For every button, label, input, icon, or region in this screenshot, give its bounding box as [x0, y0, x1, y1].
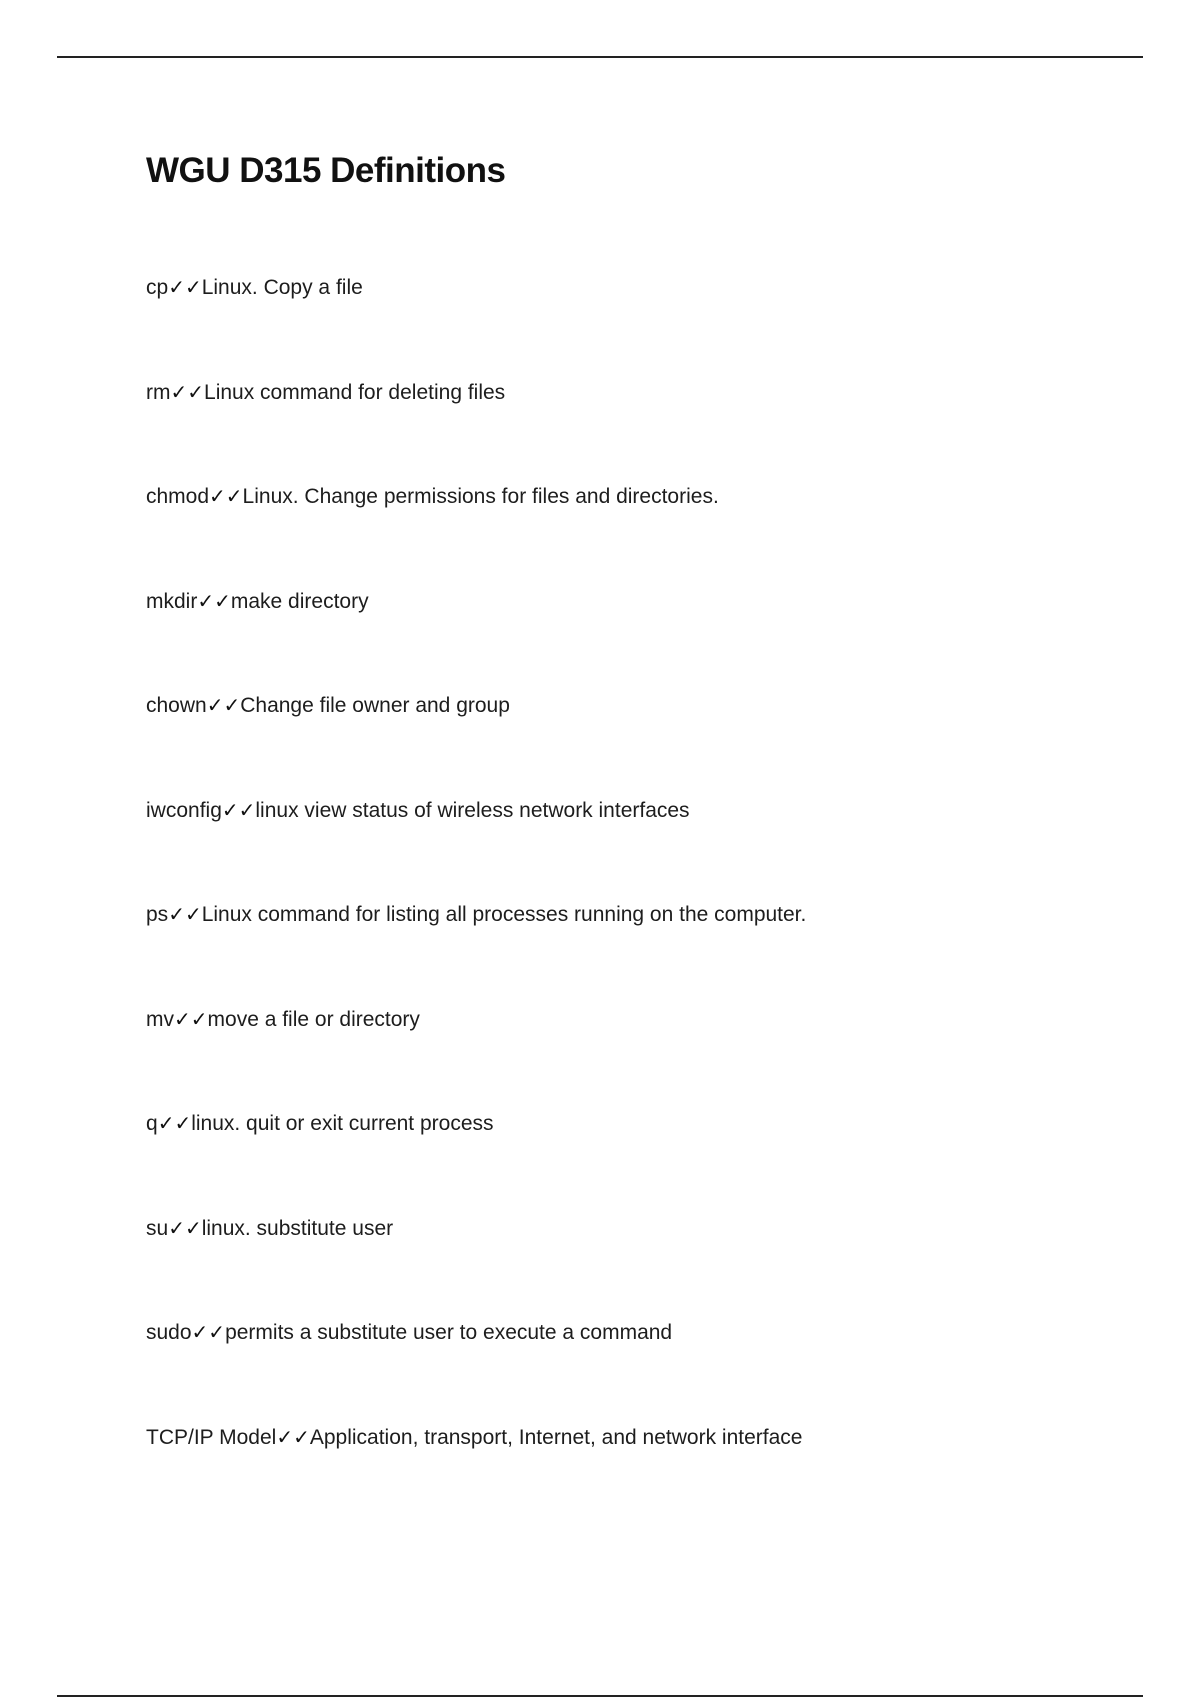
definition-item: [146, 480, 1146, 585]
term: TCP/IP Model: [146, 1425, 277, 1449]
term: mv: [146, 1007, 174, 1031]
definition: Linux. Copy a file: [201, 276, 363, 299]
term: chmod: [146, 485, 210, 508]
definition-item: [146, 585, 1146, 690]
definition: Linux command for listing all processes running on the computer.: [201, 903, 807, 926]
definition-list: [146, 271, 1146, 1525]
definition: Change file owner and group: [240, 694, 510, 717]
definition-item: [146, 1421, 1146, 1526]
definition: Linux. Change permissions for files and directories.: [242, 485, 719, 508]
term: chown: [146, 694, 207, 717]
definition-item: [146, 1212, 1146, 1317]
double-check-icon: ✓✓: [168, 275, 202, 299]
definition-item: [146, 1316, 1146, 1421]
definition-item: [146, 1107, 1146, 1212]
definition: linux. substitute user: [201, 1216, 394, 1240]
definition-item: [146, 898, 1146, 1003]
term: su: [146, 1216, 169, 1240]
definition: move a file or directory: [207, 1007, 420, 1031]
definition: make directory: [230, 589, 369, 613]
double-check-icon: ✓✓: [168, 902, 202, 926]
definition-item: [146, 689, 1146, 794]
double-check-icon: ✓✓: [276, 1424, 310, 1449]
definition-item: [146, 376, 1146, 481]
header-rule: [57, 56, 1143, 58]
footer-rule: [57, 1695, 1143, 1697]
term: iwconfig: [146, 798, 222, 822]
definition: Application, transport, Internet, and network interface: [309, 1425, 803, 1449]
definition: linux. quit or exit current process: [191, 1112, 494, 1135]
term: ps: [146, 903, 169, 926]
double-check-icon: ✓✓: [197, 588, 231, 613]
term: rm: [146, 380, 171, 404]
double-check-icon: ✓✓: [209, 484, 243, 508]
definition-item: [146, 1003, 1146, 1108]
double-check-icon: ✓✓: [174, 1006, 208, 1031]
double-check-icon: ✓✓: [170, 379, 205, 404]
definition: Linux command for deleting files: [204, 380, 506, 404]
definition: linux view status of wireless network interfaces: [255, 798, 690, 822]
double-check-icon: ✓✓: [221, 797, 256, 822]
definition-item: [146, 271, 1146, 376]
term: q: [146, 1112, 158, 1135]
term: cp: [146, 276, 169, 299]
double-check-icon: ✓✓: [157, 1111, 192, 1135]
double-check-icon: ✓✓: [168, 1215, 202, 1240]
definition: permits a substitute user to execute a command: [225, 1321, 673, 1344]
double-check-icon: ✓✓: [191, 1320, 226, 1344]
term: mkdir: [146, 589, 198, 613]
definition-item: [146, 794, 1146, 899]
double-check-icon: ✓✓: [206, 693, 241, 717]
term: sudo: [146, 1321, 192, 1344]
page-title: WGU D315 Definitions: [146, 151, 506, 190]
